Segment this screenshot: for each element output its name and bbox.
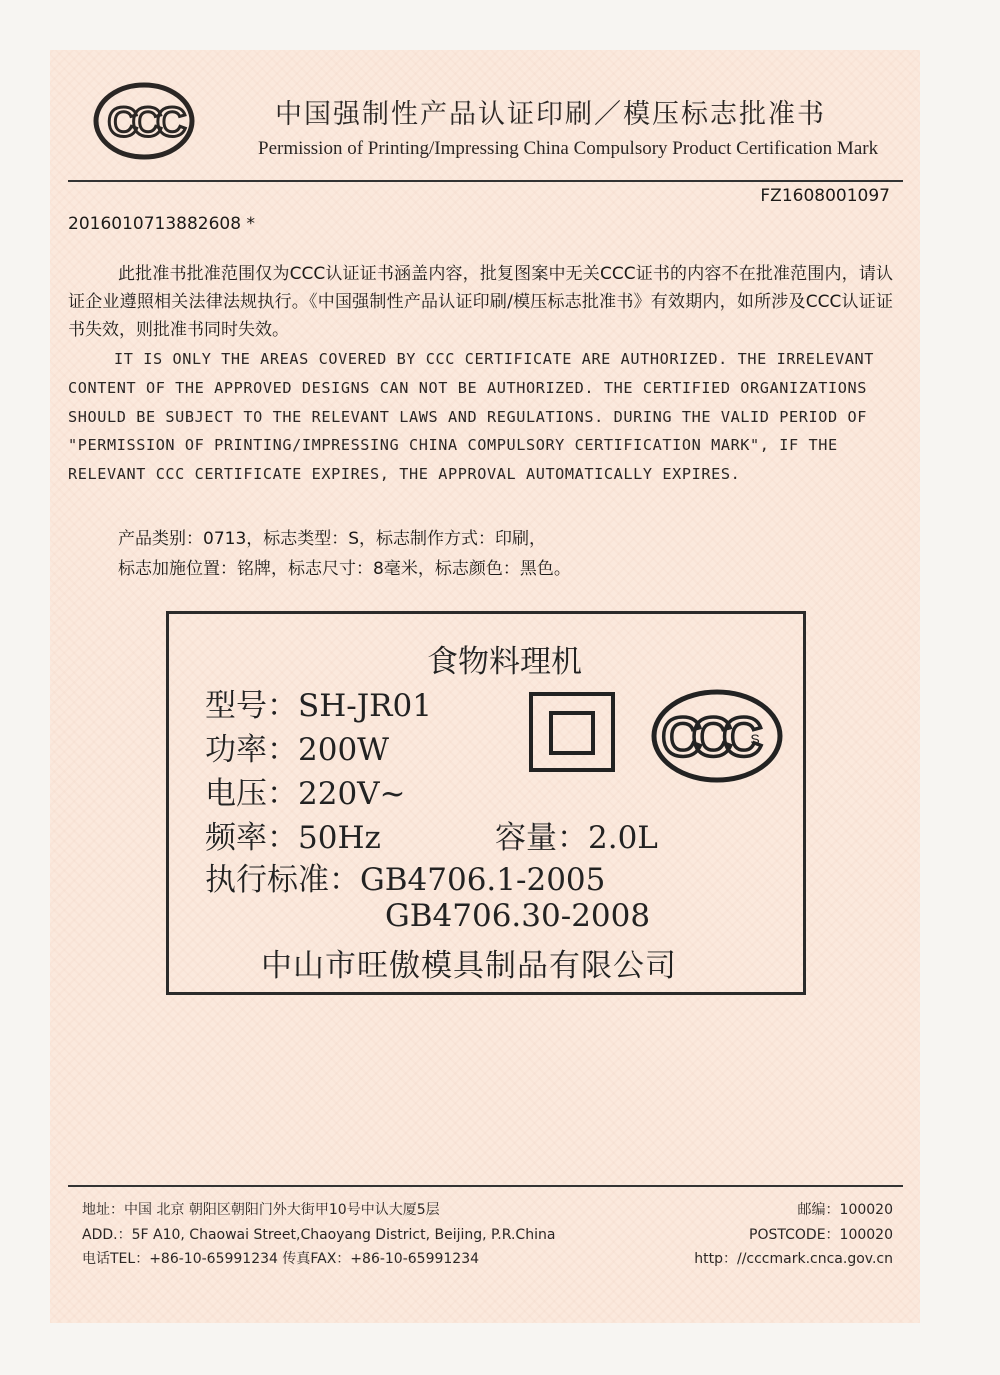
model-line: 型号：SH-JR01 — [205, 688, 432, 724]
ccc-mark-text: CCC — [661, 705, 753, 768]
footer-postal — [694, 1198, 893, 1272]
paragraph-chinese: 此批准书批准范围仅为CCC认证证书涵盖内容，批复图案中无关CCC证书的内容不在批准范围内，请认证企业遵照相关法律法规执行。《中国强制性产品认证印刷/模压标志批准书》有效期内，如所涉及CCC认证证书失效，则批准书同时失效。 — [68, 264, 893, 340]
footer-postcode-en: POSTCODE：100020 — [749, 1226, 893, 1243]
reference-number: FZ1608001097 — [760, 186, 890, 206]
standard-line-2: GB4706.30-2008 — [385, 898, 651, 934]
header-divider — [68, 180, 903, 182]
power-line: 功率：200W — [205, 732, 390, 768]
nameplate-design — [166, 611, 806, 995]
footer-postcode-cn: 邮编：100020 — [797, 1202, 893, 1218]
ccc-s-mark-icon — [649, 686, 785, 786]
company-name: 中山市旺傲模具制品有限公司 — [261, 948, 677, 984]
footer-website: http：//cccmark.cnca.gov.cn — [694, 1251, 893, 1267]
footer-divider — [68, 1185, 903, 1187]
voltage-line: 电压：220V~ — [205, 776, 406, 812]
title-english: Permission of Printing/Impressing China Compulsory Product Certification Mark — [258, 138, 879, 159]
footer-address-en: ADD.：5F A10, Chaowai Street,Chaoyang District, Beijing, P.R.China — [82, 1226, 556, 1243]
footer-contact — [82, 1198, 555, 1272]
product-name: 食物料理机 — [427, 644, 582, 680]
product-info-line-1: 产品类别：0713，标志类型：S，标志制作方式：印刷， — [118, 529, 547, 549]
footer-address-cn: 地址：中国 北京 朝阳区朝阳门外大街甲10号中认大厦5层 — [82, 1202, 440, 1218]
footer-phone-fax: 电话TEL：+86-10-65991234 传真FAX：+86-10-65991234 — [82, 1251, 480, 1267]
standard-line-1: 执行标准：GB4706.1-2005 — [205, 862, 606, 898]
paragraph-english: IT IS ONLY THE AREAS COVERED BY CCC CERTIFICATE ARE AUTHORIZED. THE IRRELEVANT CONTENT OF THE APPROVED DESIGNS CAN NOT BE AUTHORIZED. THE CERTIFIED ORGANIZATIONS SHOULD BE SUBJECT TO THE RELEVANT LAWS AND REGULATIONS. DURING THE VALID PERIOD OF "PERMISSION OF PRINTING/IMPRESSING CHINA COMPULSORY CERTIFICATION MARK", IF THE RELEVANT CCC CERTIFICATE EXPIRES, THE APPROVAL AUTOMATICALLY EXPIRES. — [68, 350, 875, 484]
title-chinese: 中国强制性产品认证印刷／模压标志批准书 — [275, 99, 826, 130]
serial-number: 2016010713882608 * — [68, 214, 255, 234]
ccc-logo-text: CCC — [107, 98, 181, 145]
ccc-suffix-text: S — [750, 731, 760, 747]
product-info-line-2: 标志加施位置：铭牌，标志尺寸：8毫米，标志颜色：黑色。 — [118, 559, 571, 579]
capacity-line: 容量：2.0L — [495, 820, 658, 856]
frequency-line: 频率：50Hz — [205, 820, 381, 856]
ccc-logo-icon — [92, 80, 196, 162]
double-insulation-icon — [529, 692, 615, 772]
product-info — [118, 524, 878, 584]
